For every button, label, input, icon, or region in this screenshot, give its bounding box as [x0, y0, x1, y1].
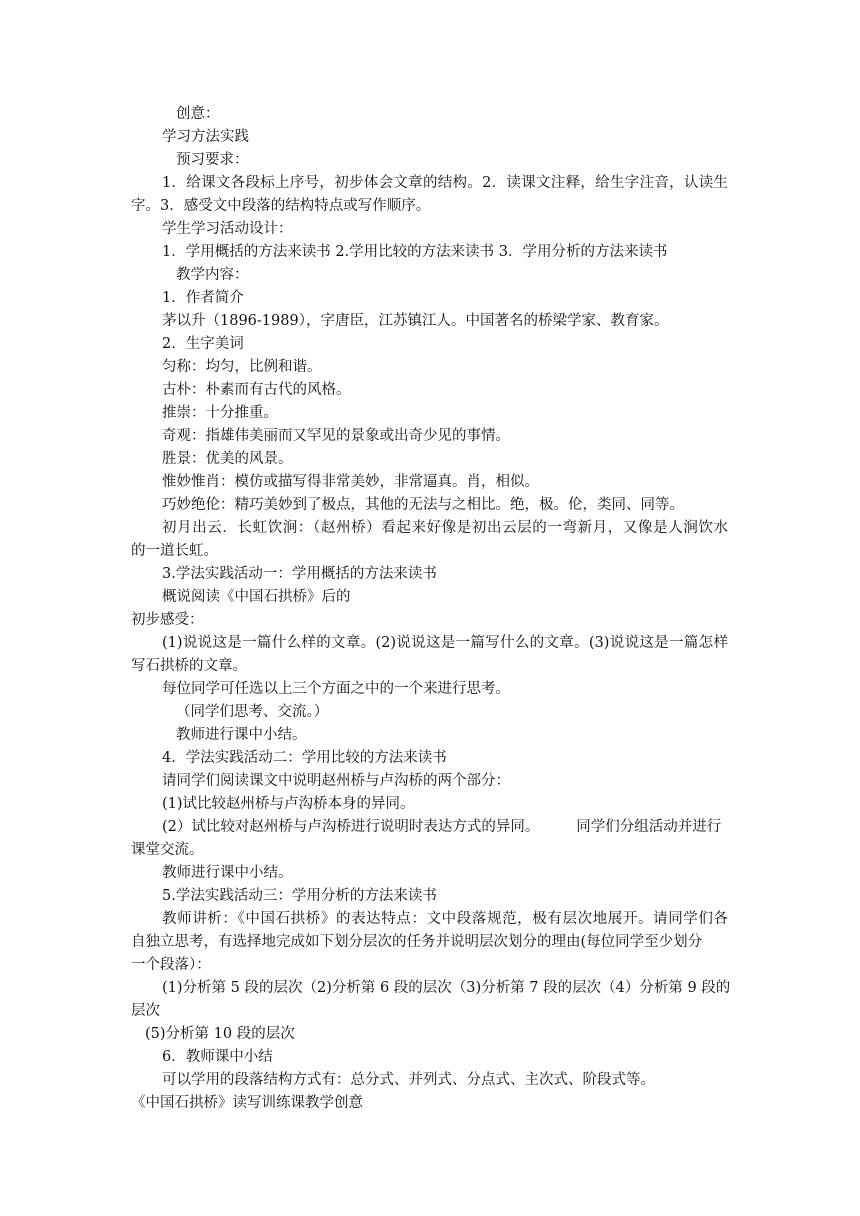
text-line: 请同学们阅读课文中说明赵州桥与卢沟桥的两个部分：: [162, 773, 510, 789]
text-line: 古朴：朴素而有古代的风格。: [162, 382, 351, 398]
text-line: 创意：: [176, 106, 220, 122]
text-line: 学习方法实践: [162, 129, 249, 145]
text-line: 2．生字美词: [162, 336, 244, 352]
text-line: (1)说说这是一篇什么样的文章。(2)说说这是一篇写什么的文章。(3)说说这是一篇怎样: [162, 635, 728, 651]
text-line: (2）试比较对赵州桥与卢沟桥进行说明时表达方式的异同。 同学们分组活动并进行: [162, 819, 722, 835]
text-line: 1．给课文各段标上序号，初步体会文章的结构。2．读课文注释，给生字注音，认读生: [162, 175, 728, 191]
text-line: 层次: [131, 1003, 160, 1019]
text-line: 《中国石拱桥》读写训练课教学创意: [131, 1095, 363, 1111]
text-line: 5.学法实践活动三：学用分析的方法来读书: [162, 888, 437, 904]
text-line: 一个段落）：: [131, 957, 211, 973]
text-line: 课堂交流。: [131, 842, 204, 858]
text-line: 初步感受：: [131, 612, 204, 628]
text-line: 教学内容：: [176, 267, 249, 283]
text-line: 预习要求：: [176, 152, 249, 168]
text-line: 巧妙绝伦：精巧美妙到了极点，其他的无法与之相比。绝，极。伦，类同、同等。: [162, 497, 684, 513]
text-line: 初月出云．长虹饮涧：（赵州桥）看起来好像是初出云层的一弯新月，又像是人涧饮水: [162, 520, 728, 536]
text-line: 1．学用概括的方法来读书 2.学用比较的方法来读书 3．学用分析的方法来读书: [162, 244, 668, 260]
text-line: 教师讲析：《中国石拱桥》的表达特点：文中段落规范，极有层次地展开。请同学们各: [162, 911, 728, 927]
text-line: 的一道长虹。: [131, 543, 218, 559]
text-line: 自独立思考，有选择地完成如下划分层次的任务并说明层次划分的理由(每位同学至少划分: [131, 934, 703, 950]
text-line: 6．教师课中小结: [162, 1049, 273, 1065]
text-line: 概说阅读《中国石拱桥》后的: [162, 589, 351, 605]
text-line: 教师进行课中小结。: [162, 865, 293, 881]
text-line: 教师进行课中小结。: [176, 727, 307, 743]
text-line: 3.学法实践活动一：学用概括的方法来读书: [162, 566, 437, 582]
text-line: (5)分析第 10 段的层次: [145, 1026, 295, 1042]
text-line: 奇观：指雄伟美丽而又罕见的景象或出奇少见的事情。: [162, 428, 510, 444]
text-line: （同学们思考、交流。）: [176, 704, 329, 720]
text-line: (1)分析第 5 段的层次（2)分析第 6 段的层次（3)分析第 7 段的层次（4）分析第 9 段的: [162, 980, 731, 996]
text-line: 每位同学可任选以上三个方面之中的一个来进行思考。: [162, 681, 510, 697]
text-line: 可以学用的段落结构方式有：总分式、并列式、分点式、主次式、阶段式等。: [162, 1072, 655, 1088]
text-line: 茅以升（1896-1989），字唐臣，江苏镇江人。中国著名的桥梁学家、教育家。: [162, 313, 669, 329]
text-line: 惟妙惟肖：模仿或描写得非常美妙，非常逼真。肖，相似。: [162, 474, 539, 490]
text-line: 胜景：优美的风景。: [162, 451, 293, 467]
text-line: 学生学习活动设计：: [162, 221, 293, 237]
text-line: 4．学法实践活动二：学用比较的方法来读书: [162, 750, 447, 766]
text-line: 匀称：均匀，比例和谐。: [162, 359, 322, 375]
text-line: (1)试比较赵州桥与卢沟桥本身的异同。: [162, 796, 415, 812]
text-line: 推崇：十分推重。: [162, 405, 278, 421]
text-line: 字。3．感受文中段落的结构特点或写作顺序。: [131, 198, 431, 214]
text-line: 写石拱桥的文章。: [131, 658, 247, 674]
text-line: 1．作者简介: [162, 290, 244, 306]
